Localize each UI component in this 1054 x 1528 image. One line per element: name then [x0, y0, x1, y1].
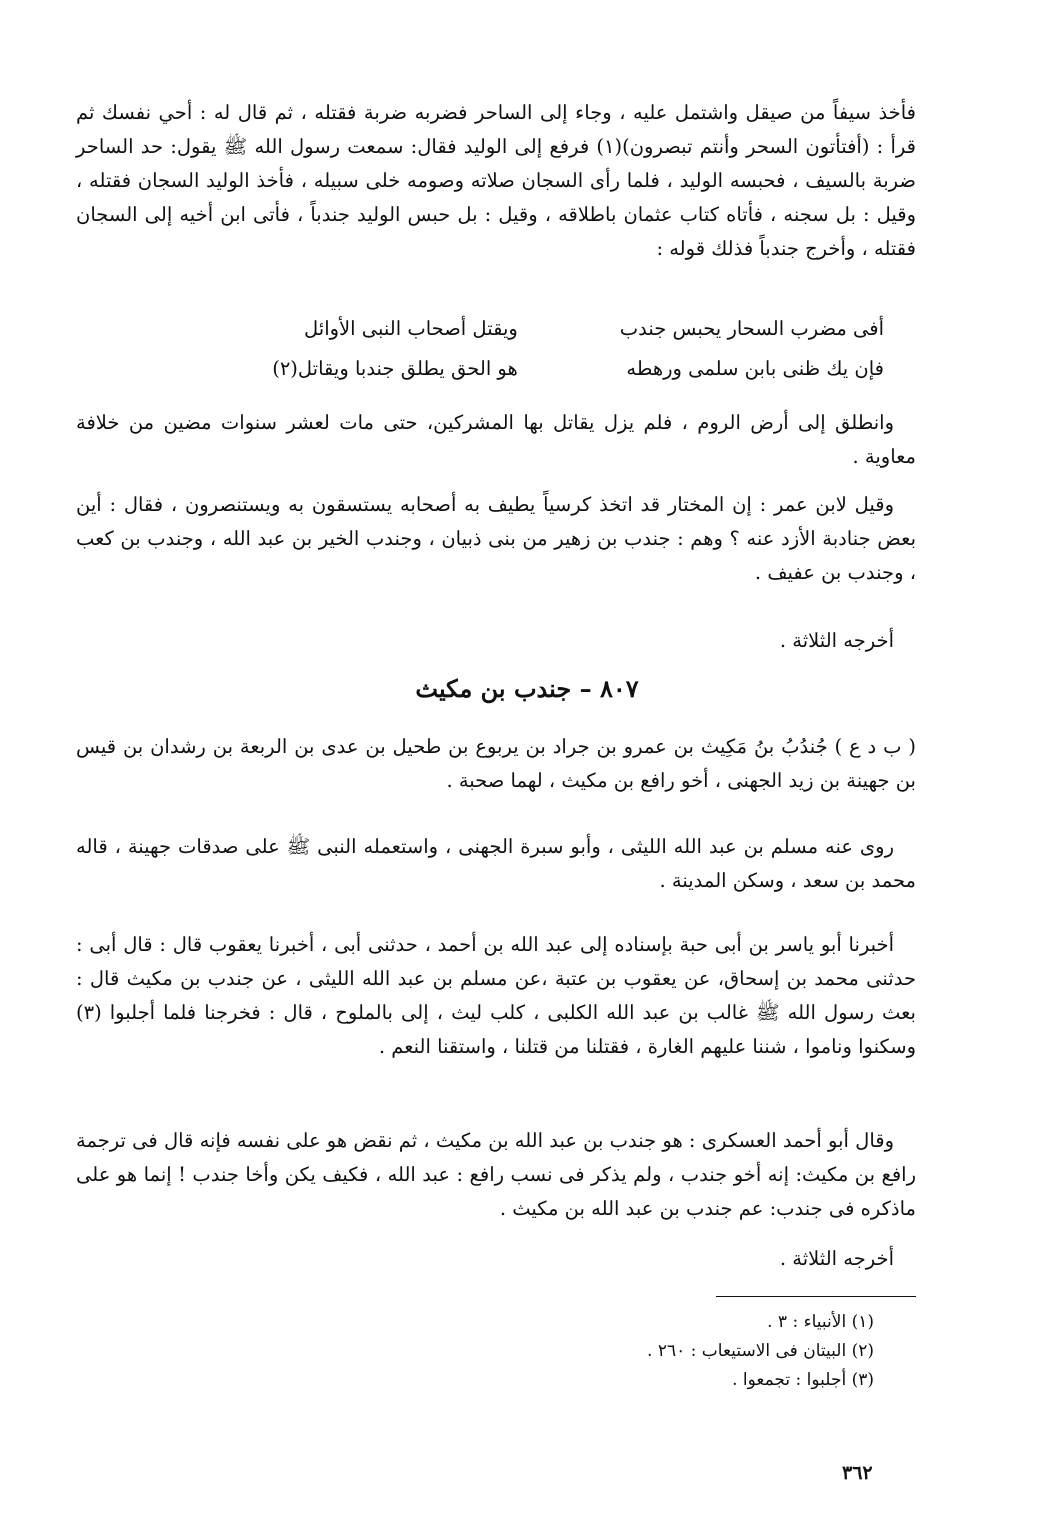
verse-line-2 — [144, 352, 884, 386]
paragraph-rum: وانطلق إلى أرض الروم ، فلم يزل يقاتل بها المشركين، حتى مات لعشر سنوات مضين من خلافة معاوية . — [76, 411, 916, 468]
verse-2-second-hemistich: هو الحق يطلق جندبا ويقاتل(٢) — [272, 357, 518, 380]
verse-line-1 — [144, 312, 884, 346]
verse-2-first-hemistich: فإن يك ظنى بابن سلمى ورهطه — [626, 357, 884, 380]
footnotes — [647, 1308, 874, 1395]
verse-1-first-hemistich: أفى مضرب السحار يحبس جندب — [619, 317, 884, 340]
footnote-divider — [716, 1296, 916, 1297]
footnote-3: (٣) أجلبوا : تجمعوا . — [732, 1370, 874, 1390]
paragraph-ibn-umar: وقيل لابن عمر : إن المختار قد اتخذ كرسياً يطيف به أصحابه يستسقون به ويستنصرون ، فقال : أين بعض جنادبة الأزد عنه ؟ وهم : جندب بن زهير من بنى ذبيان ، وجندب الخير بن عبد الله ، وجندب بن كعب ، وجندب بن عفيف . — [76, 493, 916, 584]
attribution-1: أخرجه الثلاثة . — [779, 629, 894, 652]
paragraph-intro: فأخذ سيفاً من صيقل واشتمل عليه ، وجاء إلى الساحر فضربه ضربة فقتله ، ثم قال له : أحي نفسك ثم قرأ : (أفتأتون السحر وأنتم تبصرون)(١) فرفع إلى الوليد فقال: سمعت رسول الله ﷺ يقول: حد الساحر ضربة بالسيف ، فحبسه الوليد ، فلما رأى السجان صلاته وصومه خلى سبيله ، فأخذ الوليد السجان فقتله ، وقيل : بل سجنه ، فأتاه كتاب عثمان باطلاقه ، وقيل : بل حبس الوليد جندباً ، فأتى ابن أخيه إلى السجان فقتله ، وأخرج جندباً فذلك قوله : — [76, 101, 916, 260]
paragraph-askari: وقال أبو أحمد العسكرى : هو جندب بن عبد الله بن مكيث ، ثم نقض هو على نفسه فإنه قال فى ترجمة رافع بن مكيث: إنه أخو جندب ، ولم يذكر فى نسب رافع : عبد الله ، فكيف يكن وأخا جندب ! إنما هو على ماذكره فى جندب: عم جندب بن عبد الله بن مكيث . — [76, 1129, 916, 1220]
paragraph-narrators: روى عنه مسلم بن عبد الله الليثى ، وأبو سبرة الجهنى ، واستعمله النبى ﷺ على صدقات جهينة ، قاله محمد بن سعد ، وسكن المدينة . — [76, 835, 916, 892]
entry-heading: ٨٠٧ – جندب بن مكيث — [415, 674, 639, 703]
page-number: ٣٦٢ — [842, 1462, 873, 1484]
attribution-2: أخرجه الثلاثة . — [779, 1247, 894, 1270]
footnote-1: (١) الأنبياء : ٣ . — [767, 1312, 874, 1332]
paragraph-isnad: أخبرنا أبو ياسر بن أبى حبة بإسناده إلى عبد الله بن أحمد ، حدثنى أبى ، أخبرنا يعقوب قال : قال أبى : حدثنى محمد بن إسحاق، عن يعقوب بن عتبة ،عن مسلم بن عبد الله الليثى ، عن جندب بن مكيث قال : بعث رسول الله ﷺ غالب بن عبد الله الكلبى ، كلب ليث ، إلى بالملوح ، قال : فخرجنا فلما أجلبوا (٣) وسكنوا وناموا ، شننا عليهم الغارة ، فقتلنا من قتلنا ، واستقنا النعم . — [76, 933, 916, 1058]
verse-1-second-hemistich: ويقتل أصحاب النبى الأوائل — [304, 317, 518, 340]
footnote-2: (٢) البيتان فى الاستيعاب : ٢٦٠ . — [647, 1341, 874, 1361]
paragraph-lineage: ( ب د ع ) جُندُبُ بنُ مَكِيث بن عمرو بن جراد بن يربوع بن طحيل بن عدى بن الربعة بن رشدان بن قيس بن جهينة بن زيد الجهنى ، أخو رافع بن مكيث ، لهما صحبة . — [76, 735, 916, 792]
